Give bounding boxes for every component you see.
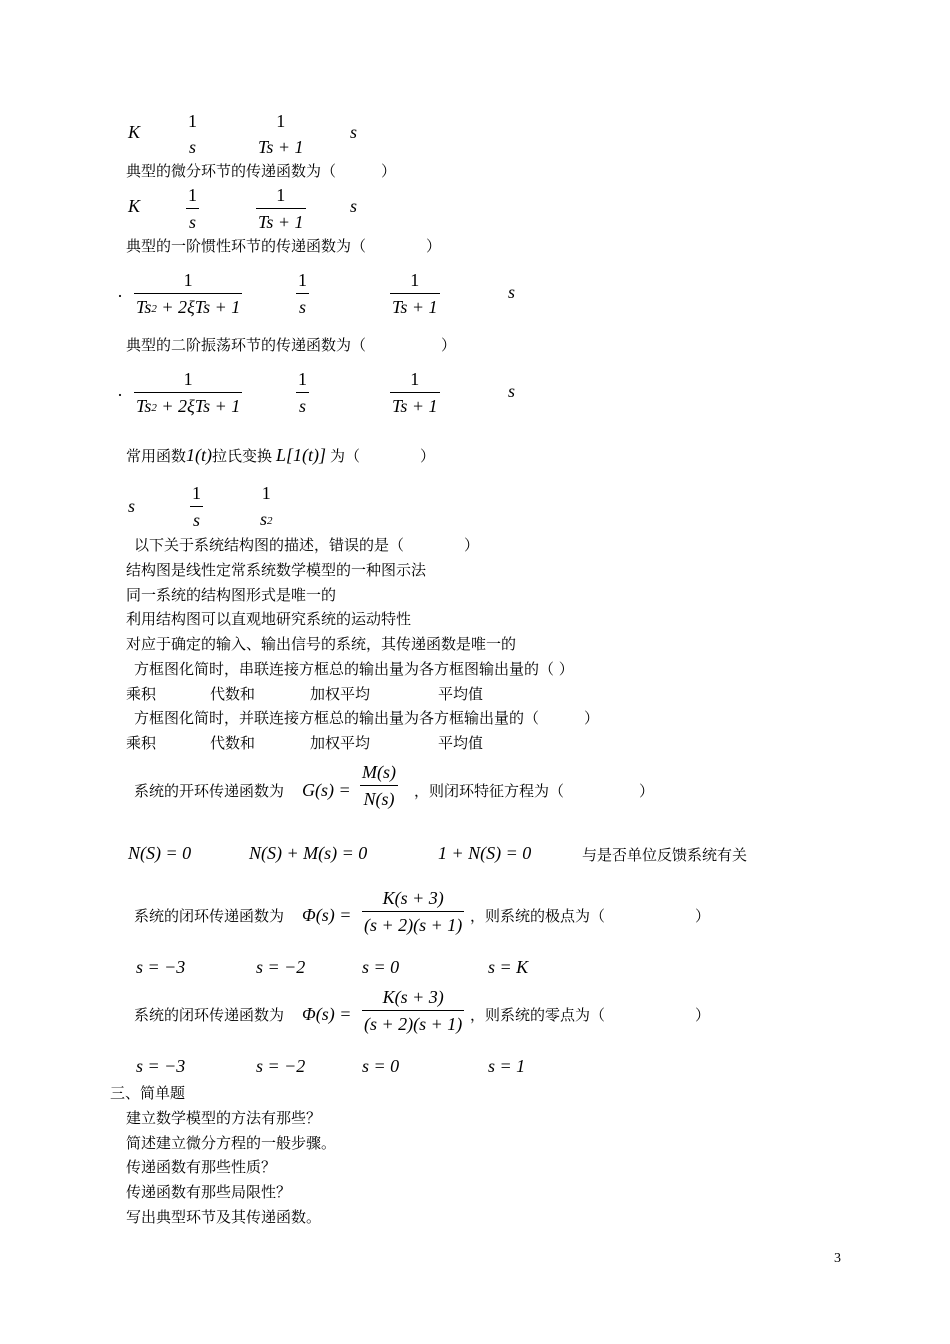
q9-option-b: N(S) + M(s) = 0 bbox=[249, 843, 368, 863]
q5-text bbox=[126, 445, 435, 465]
q7-option-c: 加权平均 bbox=[310, 685, 371, 703]
q5-text-pre: 常用函数 bbox=[126, 447, 187, 465]
q3-option-a-denominator bbox=[134, 293, 242, 320]
q6-option-b: 同一系统的结构图形式是唯一的 bbox=[126, 586, 337, 604]
q3-option-b bbox=[296, 270, 309, 317]
q10-text-pre: 系统的闭环传递函数为 bbox=[134, 907, 285, 925]
q10-option-a: s = −3 bbox=[136, 957, 186, 977]
q11-fraction bbox=[362, 987, 464, 1034]
q5-option-b-denominator: s bbox=[190, 506, 203, 530]
q5-function: 1(t) bbox=[186, 445, 213, 465]
q3-option-a-numerator: 1 bbox=[183, 270, 193, 290]
q4-option-c-numerator: 1 bbox=[410, 369, 420, 389]
q9-denominator: N(s) bbox=[360, 785, 398, 809]
q8-option-d: 平均值 bbox=[438, 734, 484, 752]
q11-denominator: (s + 2)(s + 1) bbox=[362, 1010, 464, 1034]
q3-option-c bbox=[390, 270, 440, 317]
q5-option-c bbox=[258, 483, 275, 532]
q4-option-a-numerator: 1 bbox=[183, 369, 193, 389]
q1-option-c-numerator: 1 bbox=[276, 111, 286, 131]
q8-option-b: 代数和 bbox=[210, 734, 256, 752]
q9-fraction bbox=[360, 762, 398, 809]
q3-option-a-den-exponent: 2 bbox=[151, 303, 157, 315]
q9-lhs: G(s) = bbox=[302, 780, 351, 800]
q9-option-a: N(S) = 0 bbox=[128, 843, 192, 863]
q6-option-c: 利用结构图可以直观地研究系统的运动特性 bbox=[126, 610, 412, 628]
q5-option-a: s bbox=[128, 496, 136, 516]
section-3-item-4: 传递函数有那些局限性？ bbox=[126, 1183, 292, 1201]
section-3-item-1: 建立数学模型的方法有那些？ bbox=[126, 1109, 322, 1127]
section-3-item-3: 传递函数有那些性质？ bbox=[126, 1158, 277, 1176]
q9-numerator: M(s) bbox=[362, 762, 396, 782]
q2-option-a: K bbox=[128, 196, 141, 216]
q10-option-b: s = −2 bbox=[256, 957, 306, 977]
q3-option-c-denominator: Ts + 1 bbox=[390, 293, 440, 317]
q2-option-c-numerator: 1 bbox=[276, 185, 286, 205]
q11-text-post: ，则系统的零点为（ ） bbox=[470, 1006, 711, 1024]
q4-option-c-denominator: Ts + 1 bbox=[390, 392, 440, 416]
q6-option-d: 对应于确定的输入、输出信号的系统，其传递函数是唯一的 bbox=[126, 635, 517, 653]
q9-text-pre: 系统的开环传递函数为 bbox=[134, 782, 285, 800]
q4-option-a-denominator bbox=[134, 392, 242, 419]
q11-numerator: K(s + 3) bbox=[382, 987, 444, 1007]
q4-option-b bbox=[296, 369, 309, 416]
q2-option-c bbox=[256, 185, 306, 232]
q1-option-c-denominator: Ts + 1 bbox=[258, 137, 304, 157]
q11-option-b: s = −2 bbox=[256, 1056, 306, 1076]
q11-text-pre: 系统的闭环传递函数为 bbox=[134, 1006, 285, 1024]
q5-text-post: 为（ ） bbox=[330, 447, 436, 465]
q3-option-a bbox=[134, 270, 242, 320]
q4-option-a bbox=[134, 369, 242, 419]
q5-text-mid: 拉氏变换 bbox=[212, 447, 273, 465]
q1-option-c bbox=[256, 111, 306, 157]
section-3-item-5: 写出典型环节及其传递函数。 bbox=[126, 1208, 322, 1226]
q1-option-b bbox=[186, 111, 199, 157]
q4-option-a-den-post: + 2ξTs + 1 bbox=[156, 396, 241, 416]
q3-option-a-den-post: + 2ξTs + 1 bbox=[156, 297, 241, 317]
section-3-title: 三、简单题 bbox=[110, 1084, 186, 1102]
q10-option-d: s = K bbox=[488, 957, 529, 977]
q3-option-a-den-pre: Ts bbox=[136, 297, 152, 317]
q2-option-d: s bbox=[350, 196, 358, 216]
q5-option-c-den-exponent: 2 bbox=[267, 515, 273, 527]
q8-option-a: 乘积 bbox=[126, 734, 157, 752]
q4-option-c bbox=[390, 369, 440, 416]
q4-option-marker: · bbox=[117, 385, 123, 405]
q3-option-b-denominator: s bbox=[296, 293, 309, 317]
q5-transform: L[1(t)] bbox=[276, 445, 327, 465]
q3-option-b-numerator: 1 bbox=[298, 270, 307, 290]
q5-option-b bbox=[190, 483, 203, 530]
q11-option-a: s = −3 bbox=[136, 1056, 186, 1076]
q3-option-c-numerator: 1 bbox=[410, 270, 420, 290]
q2-option-b-numerator: 1 bbox=[188, 185, 197, 205]
q3-option-d: s bbox=[508, 282, 516, 302]
q11-lhs: Φ(s) = bbox=[302, 1004, 352, 1024]
page-number: 3 bbox=[834, 1251, 841, 1266]
q10-denominator: (s + 2)(s + 1) bbox=[362, 911, 464, 935]
q1-option-a: K bbox=[128, 122, 141, 142]
q9-text-post: ，则闭环特征方程为（ ） bbox=[414, 782, 655, 800]
q7-option-d: 平均值 bbox=[438, 685, 484, 703]
q7-text: 方框图化简时，串联连接方框总的输出量为各方框图输出量的（ ） bbox=[134, 660, 574, 678]
section-3-item-2: 简述建立微分方程的一般步骤。 bbox=[126, 1134, 337, 1152]
q8-option-c: 加权平均 bbox=[310, 734, 371, 752]
q10-numerator: K(s + 3) bbox=[382, 888, 444, 908]
q5-option-c-denominator bbox=[258, 506, 275, 532]
q3-option-marker: · bbox=[117, 286, 123, 306]
q4-option-b-denominator: s bbox=[296, 392, 309, 416]
q1-option-d: s bbox=[350, 122, 358, 142]
q6-option-a: 结构图是线性定常系统数学模型的一种图示法 bbox=[126, 561, 427, 579]
q1-option-b-denominator: s bbox=[188, 137, 196, 157]
q4-option-a-den-exponent: 2 bbox=[151, 402, 157, 414]
q5-option-c-numerator: 1 bbox=[261, 483, 271, 503]
q2-option-b-denominator: s bbox=[186, 208, 199, 232]
q4-option-a-den-pre: Ts bbox=[136, 396, 152, 416]
q11-option-d: s = 1 bbox=[488, 1056, 526, 1076]
q9-option-d: 与是否单位反馈系统有关 bbox=[582, 846, 748, 864]
q5-option-b-numerator: 1 bbox=[192, 483, 201, 503]
q8-text: 方框图化简时，并联连接方框总的输出量为各方框输出量的（ ） bbox=[134, 709, 600, 727]
q10-option-c: s = 0 bbox=[362, 957, 400, 977]
q10-fraction bbox=[362, 888, 464, 935]
q3-text: 典型的一阶惯性环节的传递函数为（ ） bbox=[126, 237, 442, 255]
q4-option-b-numerator: 1 bbox=[298, 369, 307, 389]
q9-option-c: 1 + N(S) = 0 bbox=[438, 843, 532, 863]
q7-option-b: 代数和 bbox=[210, 685, 256, 703]
q2-option-c-denominator: Ts + 1 bbox=[256, 208, 306, 232]
q7-option-a: 乘积 bbox=[126, 685, 157, 703]
q5-option-c-den-base: s bbox=[260, 509, 268, 529]
q2-text: 典型的微分环节的传递函数为（ ） bbox=[126, 162, 397, 180]
q4-text: 典型的二阶振荡环节的传递函数为（ ） bbox=[126, 336, 457, 354]
q2-option-b bbox=[186, 185, 199, 232]
q6-text: 以下关于系统结构图的描述，错误的是（ ） bbox=[134, 536, 480, 554]
q11-option-c: s = 0 bbox=[362, 1056, 400, 1076]
q1-option-b-numerator: 1 bbox=[188, 111, 197, 131]
q4-option-d: s bbox=[508, 381, 516, 401]
q10-text-post: ，则系统的极点为（ ） bbox=[470, 907, 711, 925]
q10-lhs: Φ(s) = bbox=[302, 905, 352, 925]
